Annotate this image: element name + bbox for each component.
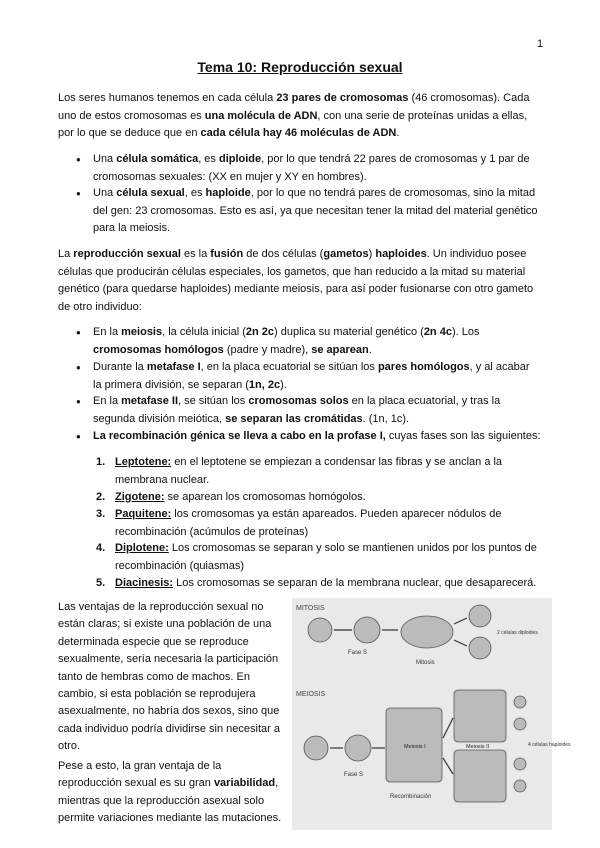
bullet-metaphase-1: ● Durante la metafase I, en la placa ecuatorial se sitúan los pares homólogos, y al acabar la primera división, se separan (1n, 2c). — [93, 359, 541, 394]
meiosis-1-label: Meiosis I — [404, 744, 426, 750]
meiosis-cell-1 — [304, 736, 328, 760]
bullet-recombination: ● La recombinación génica se lleva a cabo en la profase I, cuyas fases son las siguientes: — [93, 428, 541, 446]
fase-s2-label: Fase S — [344, 772, 364, 778]
phase-diplotene: 4. Diplotene: Los cromosomas se separan y solo se mantienen unidos por los puntos de recombinación (quiasmas) — [96, 542, 537, 572]
bullet-sexual-cell: ● Una célula sexual, es haploide, por lo que no tendrá pares de cromosomas, sino la mitad del gen: 23 cromosomas. Esto es así, ya que necesitan tener la mitad del material genético para la meiosis. — [93, 185, 541, 238]
recombination-label: Recombinación — [390, 794, 432, 800]
phase-leptotene: 1. Leptotene: en el leptotene se empiezan a condensar las fibras y se anclan a la membrana nuclear. — [96, 456, 503, 486]
mitosis-daughter-1 — [469, 605, 491, 627]
mitosis-daughter-2 — [469, 637, 491, 659]
mitosis-label: MITOSIS — [296, 605, 325, 612]
reproduction-paragraph: La reproducción sexual es la fusión de dos células (gametos) haploides. Un individuo posee células que producirán células especiales, los gametos, que han reducido a la mitad su material genético (para quedarse haploides) mediante meiosis, para así poder fusionarse con otro gameto de otro individuo: — [58, 248, 534, 313]
intro-paragraph: Los seres humanos tenemos en cada célula 23 pares de cromosomas (46 cromosomas). Cada uno de estos cromosomas es una molécula de ADN, con una serie de proteínas unidas a ellas, por lo que se deduce que en cada célula hay 46 moléculas de ADN. — [58, 92, 530, 139]
mitosis-cell-2 — [354, 617, 380, 643]
advantages-paragraph: Las ventajas de la reproducción sexual no están claras; si existe una población de una determinada especie que se reproduce sexualmente, sería necesaria la participación tanto de hembras como de machos. En cambio, si esta población se reprodujera asexualmente, no habría dos sexos, sino que cada individuo podría dividirse sin necesitar a otro. — [58, 601, 280, 753]
phase-diacinesis: 5. Diacinesis: Los cromosomas se separan de la membrana nuclear, que desaparecerá. — [96, 577, 537, 589]
phase-zigotene: 2. Zigotene: se aparean los cromosomas homógolos. — [96, 491, 366, 503]
bullet-metaphase-2: ● En la metafase II, se sitúan los cromosomas solos en la placa ecuatorial, y tras la segunda división meiótica, se separan las cromátidas. (1n, 1c). — [93, 393, 541, 428]
phase-paquitene: 3. Paquitene: los cromosomas ya están apareados. Pueden aparecer nódulos de recombinación (acúmulos de proteínas) — [96, 508, 502, 538]
mitosis-caption: Mitosis — [416, 660, 435, 666]
meiosis-2-box-top — [454, 690, 506, 742]
mitosis-cell-1 — [308, 618, 332, 642]
bullet-somatic-cell: ● Una célula somática, es diploide, por lo que tendrá 22 pares de cromosomas y 1 par de cromosomas sexuales: (XX en mujer y XY en hombres). — [93, 151, 541, 186]
meiosis-cell-2 — [345, 735, 371, 761]
variability-paragraph: Pese a esto, la gran ventaja de la reproducción sexual es su gran variabilidad, mientras que la reproducción asexual solo permite variaciones mediante las mutaciones. — [58, 760, 282, 825]
bullet-meiosis: ● En la meiosis, la célula inicial (2n 2c) duplica su material genético (2n 4c). Los cromosomas homólogos (padre y madre), se aparean. — [93, 324, 541, 359]
page-title: Tema 10: Reproducción sexual — [197, 59, 403, 75]
meiosis-label: MEIOSIS — [296, 691, 326, 698]
two-cells-label: 2 células diploides — [497, 630, 538, 636]
meiosis-2-label: Meiosis II — [466, 744, 490, 750]
fase-s-label: Fase S — [348, 650, 368, 656]
page-number: 1 — [537, 38, 544, 50]
meiosis-2-box-bottom — [454, 750, 506, 802]
four-cells-label: 4 células haploides — [528, 742, 571, 748]
mitosis-cell-3 — [401, 616, 453, 648]
mitosis-meiosis-figure — [292, 598, 571, 830]
